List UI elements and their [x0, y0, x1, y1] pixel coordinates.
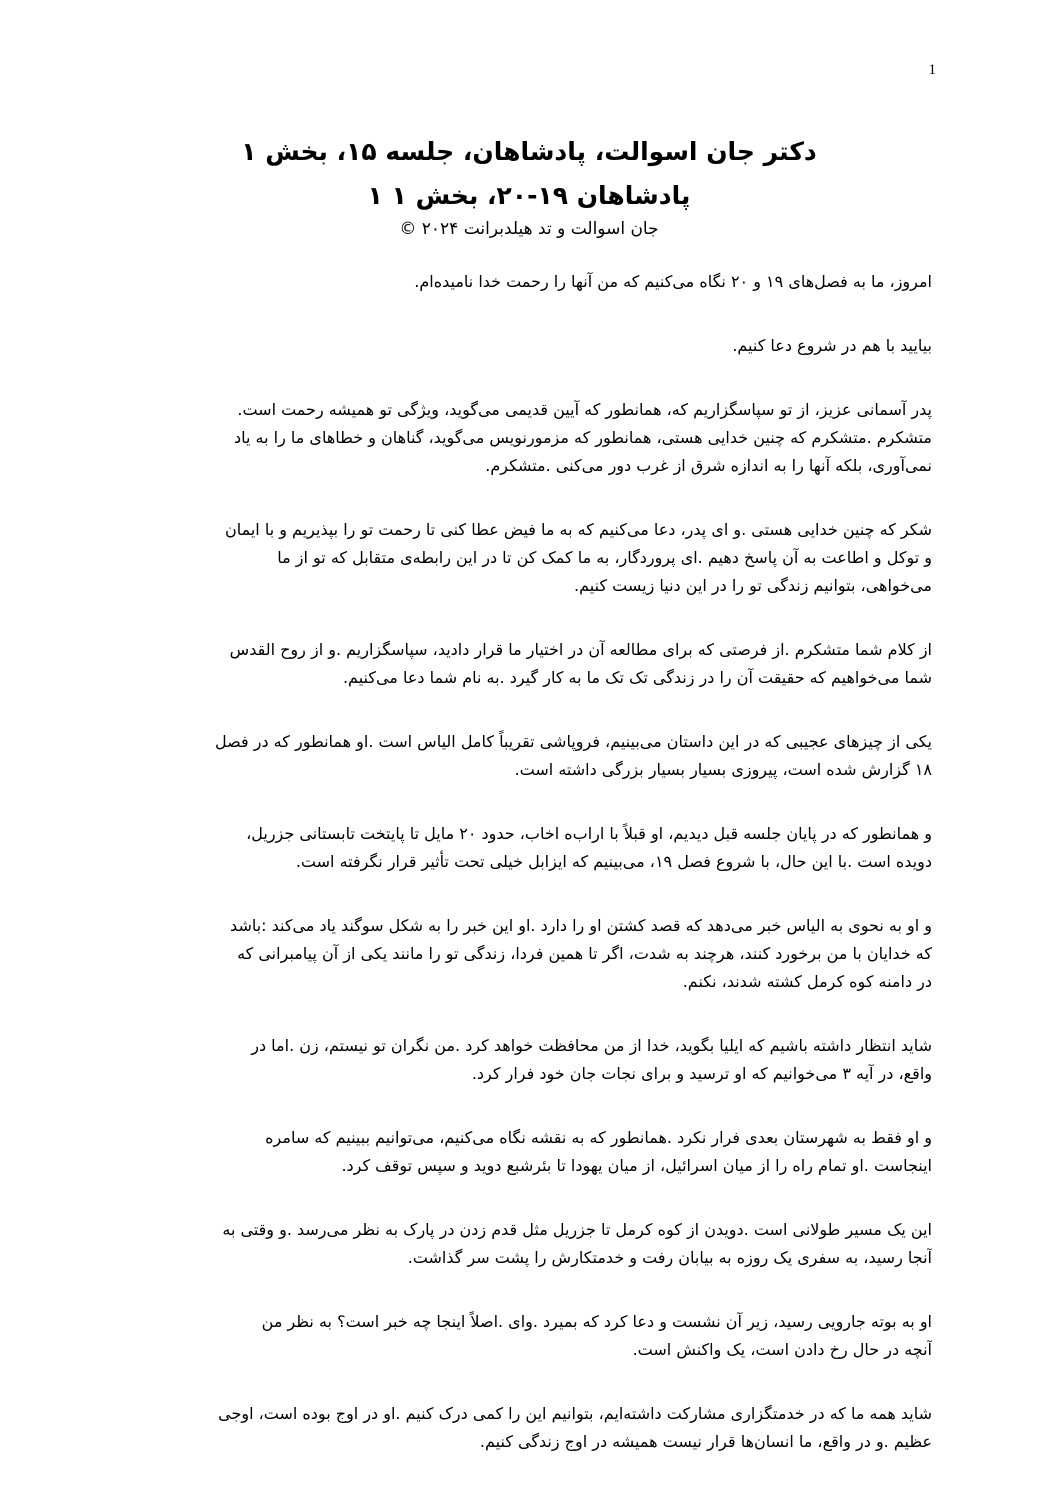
paragraph-line: اینجاست .او تمام راه را از میان اسرائیل، از میان یهودا تا بئرشبع دوید و سپس توقف کرد.: [341, 1156, 932, 1175]
title-line-1: دکتر جان اسوالت، پادشاهان، جلسه ۱۵، بخش ۱: [241, 137, 817, 166]
paragraph: [128, 516, 932, 600]
paragraph: [128, 728, 932, 784]
paragraph-line: از کلام شما متشکرم .از فرصتی که برای مطالعه آن در اختیار ما قرار دادید، سپاسگزاریم .و از روح القدس: [229, 640, 932, 659]
paragraph-line: عظیم .و در واقع، ما انسان‌ها قرار نیست همیشه در اوج زندگی کنیم.: [479, 1432, 932, 1451]
paragraph-line: واقع، در آیه ۳ می‌خوانیم که او ترسید و برای نجات جان خود فرار کرد.: [471, 1064, 932, 1083]
paragraph-line: آنجا رسید، به سفری یک روزه به بیابان رفت و خدمتکارش را پشت سر گذاشت.: [407, 1248, 932, 1267]
title-line-2: پادشاهان ۱۹-۲۰، بخش ۱ ۱: [367, 181, 691, 210]
paragraph-line: یکی از چیزهای عجیبی که در این داستان می‌بینیم، فروپاشی تقریباً کامل الیاس است .او همانطور که در فصل: [215, 732, 932, 751]
paragraph: [128, 396, 932, 480]
paragraph-line: شاید انتظار داشته باشیم که ایلیا بگوید، خدا از من محافظت خواهد کرد .من نگران تو نیستم، زن .اما در: [251, 1036, 932, 1055]
paragraph-line: و توکل و اطاعت به آن پاسخ دهیم .ای پروردگار، به ما کمک کن تا در این رابطه‌ی متقابل که تو از ما: [277, 548, 932, 567]
paragraph-line: آنچه در حال رخ دادن است، یک واکنش است.: [632, 1340, 932, 1359]
paragraph-line: شکر که چنین خدایی هستی .و ای پدر، دعا می‌کنیم که به ما فیض عطا کنی تا رحمت تو را بپذیریم و با ایمان: [224, 520, 932, 539]
paragraph-line: شاید همه ما که در خدمتگزاری مشارکت داشته‌ایم، بتوانیم این را کمی درک کنیم .او در اوج بوده است، اوجی: [218, 1404, 932, 1423]
paragraph-line: و او به نحوی به الیاس خبر می‌دهد که قصد کشتن او را دارد .او این خبر را به شکل سوگند یاد می‌کند :باشد: [230, 916, 932, 935]
paragraph: [128, 268, 932, 296]
paragraph-line: دویده است .با این حال، با شروع فصل ۱۹، می‌بینیم که ایزابل خیلی تحت تأثیر قرار نگرفته است.: [295, 852, 932, 871]
paragraph-line: ۱۸ گزارش شده است، پیروزی بسیار بسیار بزرگی داشته است.: [514, 760, 932, 779]
paragraph: [128, 912, 932, 996]
paragraph-line: در دامنه کوه کرمل کشته شدند، نکنم.: [682, 972, 932, 991]
paragraph-line: و او فقط به شهرستان بعدی فرار نکرد .همانطور که به نقشه نگاه می‌کنیم، می‌توانیم ببینیم که سامره: [265, 1128, 932, 1147]
paragraph-line: شما می‌خواهیم که حقیقت آن را در زندگی تک تک ما به کار گیرد .به نام شما دعا می‌کنیم.: [342, 668, 932, 687]
paragraph-line: متشکرم .متشکرم که چنین خدایی هستی، همانطور که مزمورنویس می‌گوید، گناهان و خطاهای ما را به یاد: [233, 428, 932, 447]
document-title: [128, 130, 930, 218]
paragraph-line: او به بوته جارویی رسید، زیر آن نشست و دعا کرد که بمیرد .وای .اصلاً اینجا چه خبر است؟ به نظر من: [261, 1312, 932, 1331]
paragraph: [128, 820, 932, 876]
paragraph-line: پدر آسمانی عزیز، از تو سپاسگزاریم که، همانطور که آیین قدیمی می‌گوید، ویژگی تو همیشه رحمت است.: [237, 400, 932, 419]
paragraph-line: بیایید با هم در شروع دعا کنیم.: [732, 336, 932, 355]
paragraph-line: و همانطور که در پایان جلسه قبل دیدیم، او قبلاً با اراب‌ه اخاب، حدود ۲۰ مایل تا پایتخت تابستانی جزریل،: [246, 824, 932, 843]
document-body: [128, 268, 932, 1492]
page-number: 1: [928, 62, 936, 78]
paragraph-line: نمی‌آوری، بلکه آنها را به اندازه شرق از غرب دور می‌کنی .متشکرم.: [485, 456, 932, 475]
paragraph: [128, 1400, 932, 1456]
paragraph-line: که خدایان با من برخورد کنند، هرچند به شدت، اگر تا همین فردا، زندگی تو را مانند یکی از آن پیامبرانی که: [237, 944, 932, 963]
paragraph: [128, 332, 932, 360]
paragraph: [128, 1216, 932, 1272]
paragraph-line: این یک مسیر طولانی است .دویدن از کوه کرمل تا جزریل مثل قدم زدن در پارک به نظر می‌رسد .و وقتی به: [222, 1220, 932, 1239]
copyright-subtitle: جان اسوالت و تد هیلدبرانت ۲۰۲۴ ©: [399, 219, 659, 239]
paragraph-line: امروز، ما به فصل‌های ۱۹ و ۲۰ نگاه می‌کنیم که من آنها را رحمت خدا نامیده‌ام.: [414, 272, 932, 291]
paragraph-line: می‌خواهی، بتوانیم زندگی تو را در این دنیا زیست کنیم.: [574, 576, 932, 595]
paragraph: [128, 1308, 932, 1364]
paragraph: [128, 1124, 932, 1180]
paragraph: [128, 636, 932, 692]
paragraph: [128, 1032, 932, 1088]
